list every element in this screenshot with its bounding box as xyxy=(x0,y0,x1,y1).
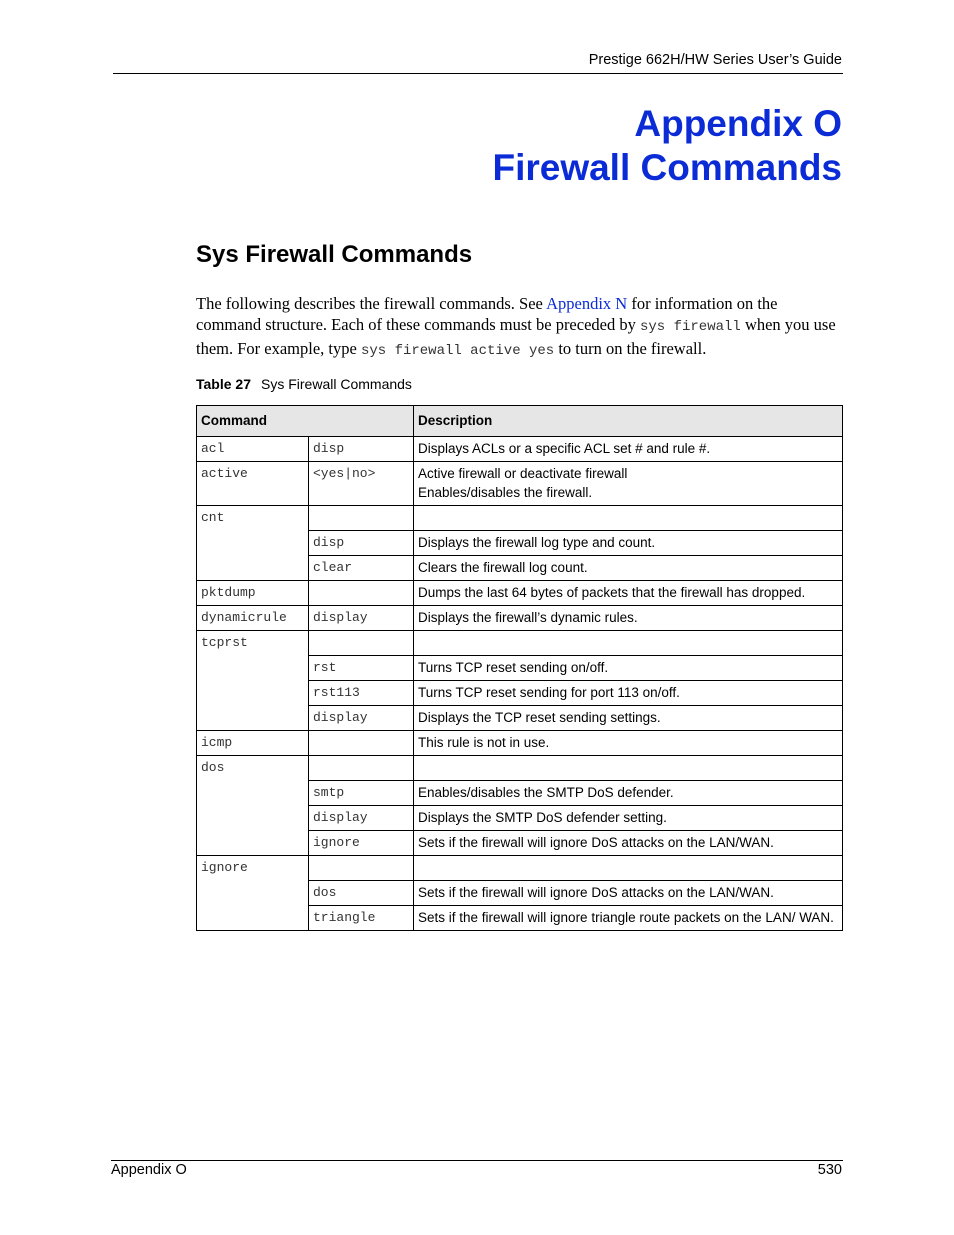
intro-text-4: to turn on the firewall. xyxy=(554,339,707,358)
table-caption-number: Table 27 xyxy=(196,376,251,392)
description-cell: Displays ACLs or a specific ACL set # and rule #. xyxy=(414,437,843,462)
command-cell: active xyxy=(197,462,309,506)
table-row xyxy=(197,506,843,531)
intro-text-2: for information on the command structure. Each of these commands must be preceded by xyxy=(196,294,778,334)
subcommand-cell: dos xyxy=(309,881,414,906)
footer-rule xyxy=(111,1160,843,1161)
header-rule xyxy=(113,73,843,74)
table-row xyxy=(197,631,843,656)
intro-paragraph xyxy=(196,293,846,362)
table-row xyxy=(197,756,843,781)
command-cell: acl xyxy=(197,437,309,462)
description-cell xyxy=(414,631,843,656)
intro-text-1: The following describes the firewall commands. See xyxy=(196,294,547,313)
header-command: Command xyxy=(197,406,414,437)
table-caption-text: Sys Firewall Commands xyxy=(261,376,412,392)
firewall-commands-table xyxy=(196,405,843,931)
intro-code-example: sys firewall active yes xyxy=(360,343,555,359)
command-cell: dynamicrule xyxy=(197,606,309,631)
intro-code-sys-firewall: sys firewall xyxy=(639,319,741,335)
table-row xyxy=(197,606,843,631)
appendix-n-link[interactable]: Appendix N xyxy=(546,294,628,313)
chapter-title xyxy=(492,102,842,190)
chapter-title-line-2: Firewall Commands xyxy=(492,147,842,188)
description-cell xyxy=(414,506,843,531)
description-cell xyxy=(414,462,843,506)
subcommand-cell xyxy=(309,731,414,756)
command-cell: cnt xyxy=(197,506,309,581)
description-cell: Displays the SMTP DoS defender setting. xyxy=(414,806,843,831)
table-row xyxy=(197,856,843,881)
description-cell: Displays the firewall’s dynamic rules. xyxy=(414,606,843,631)
description-cell: Sets if the firewall will ignore triangle route packets on the LAN/ WAN. xyxy=(414,906,843,931)
table-row xyxy=(197,437,843,462)
subcommand-cell: disp xyxy=(309,531,414,556)
table-row xyxy=(197,731,843,756)
subcommand-cell: <yes|no> xyxy=(309,462,414,506)
subcommand-cell: disp xyxy=(309,437,414,462)
description-cell: Sets if the firewall will ignore DoS attacks on the LAN/WAN. xyxy=(414,881,843,906)
subcommand-cell: display xyxy=(309,806,414,831)
description-line-1: Active firewall or deactivate firewall xyxy=(418,466,628,481)
intro-text-3: when you use them. For example, type xyxy=(196,315,836,358)
chapter-title-line-1: Appendix O xyxy=(634,103,842,144)
description-cell: Displays the TCP reset sending settings. xyxy=(414,706,843,731)
description-cell: Clears the firewall log count. xyxy=(414,556,843,581)
description-cell: Displays the firewall log type and count. xyxy=(414,531,843,556)
subcommand-cell: rst113 xyxy=(309,681,414,706)
subcommand-cell xyxy=(309,506,414,531)
table-header-row xyxy=(197,406,843,437)
subcommand-cell: display xyxy=(309,606,414,631)
header-description: Description xyxy=(414,406,843,437)
subcommand-cell xyxy=(309,756,414,781)
running-header: Prestige 662H/HW Series User’s Guide xyxy=(588,52,842,68)
subcommand-cell xyxy=(309,856,414,881)
page-number: 530 xyxy=(817,1162,842,1178)
table-row xyxy=(197,581,843,606)
subcommand-cell: smtp xyxy=(309,781,414,806)
command-cell: dos xyxy=(197,756,309,856)
description-line-2: Enables/disables the firewall. xyxy=(418,485,593,500)
table-caption xyxy=(196,376,412,392)
description-cell: Sets if the firewall will ignore DoS attacks on the LAN/WAN. xyxy=(414,831,843,856)
subcommand-cell: rst xyxy=(309,656,414,681)
subcommand-cell: triangle xyxy=(309,906,414,931)
description-cell: Turns TCP reset sending for port 113 on/off. xyxy=(414,681,843,706)
description-cell: Turns TCP reset sending on/off. xyxy=(414,656,843,681)
description-cell: Enables/disables the SMTP DoS defender. xyxy=(414,781,843,806)
command-cell: tcprst xyxy=(197,631,309,731)
subcommand-cell xyxy=(309,581,414,606)
subcommand-cell: clear xyxy=(309,556,414,581)
description-cell xyxy=(414,856,843,881)
description-cell xyxy=(414,756,843,781)
description-cell: This rule is not in use. xyxy=(414,731,843,756)
command-cell: icmp xyxy=(197,731,309,756)
table-row xyxy=(197,462,843,506)
subcommand-cell: display xyxy=(309,706,414,731)
section-title: Sys Firewall Commands xyxy=(196,241,473,268)
subcommand-cell xyxy=(309,631,414,656)
description-cell: Dumps the last 64 bytes of packets that the firewall has dropped. xyxy=(414,581,843,606)
footer-appendix-label: Appendix O xyxy=(111,1162,187,1178)
command-cell: ignore xyxy=(197,856,309,931)
command-cell: pktdump xyxy=(197,581,309,606)
subcommand-cell: ignore xyxy=(309,831,414,856)
